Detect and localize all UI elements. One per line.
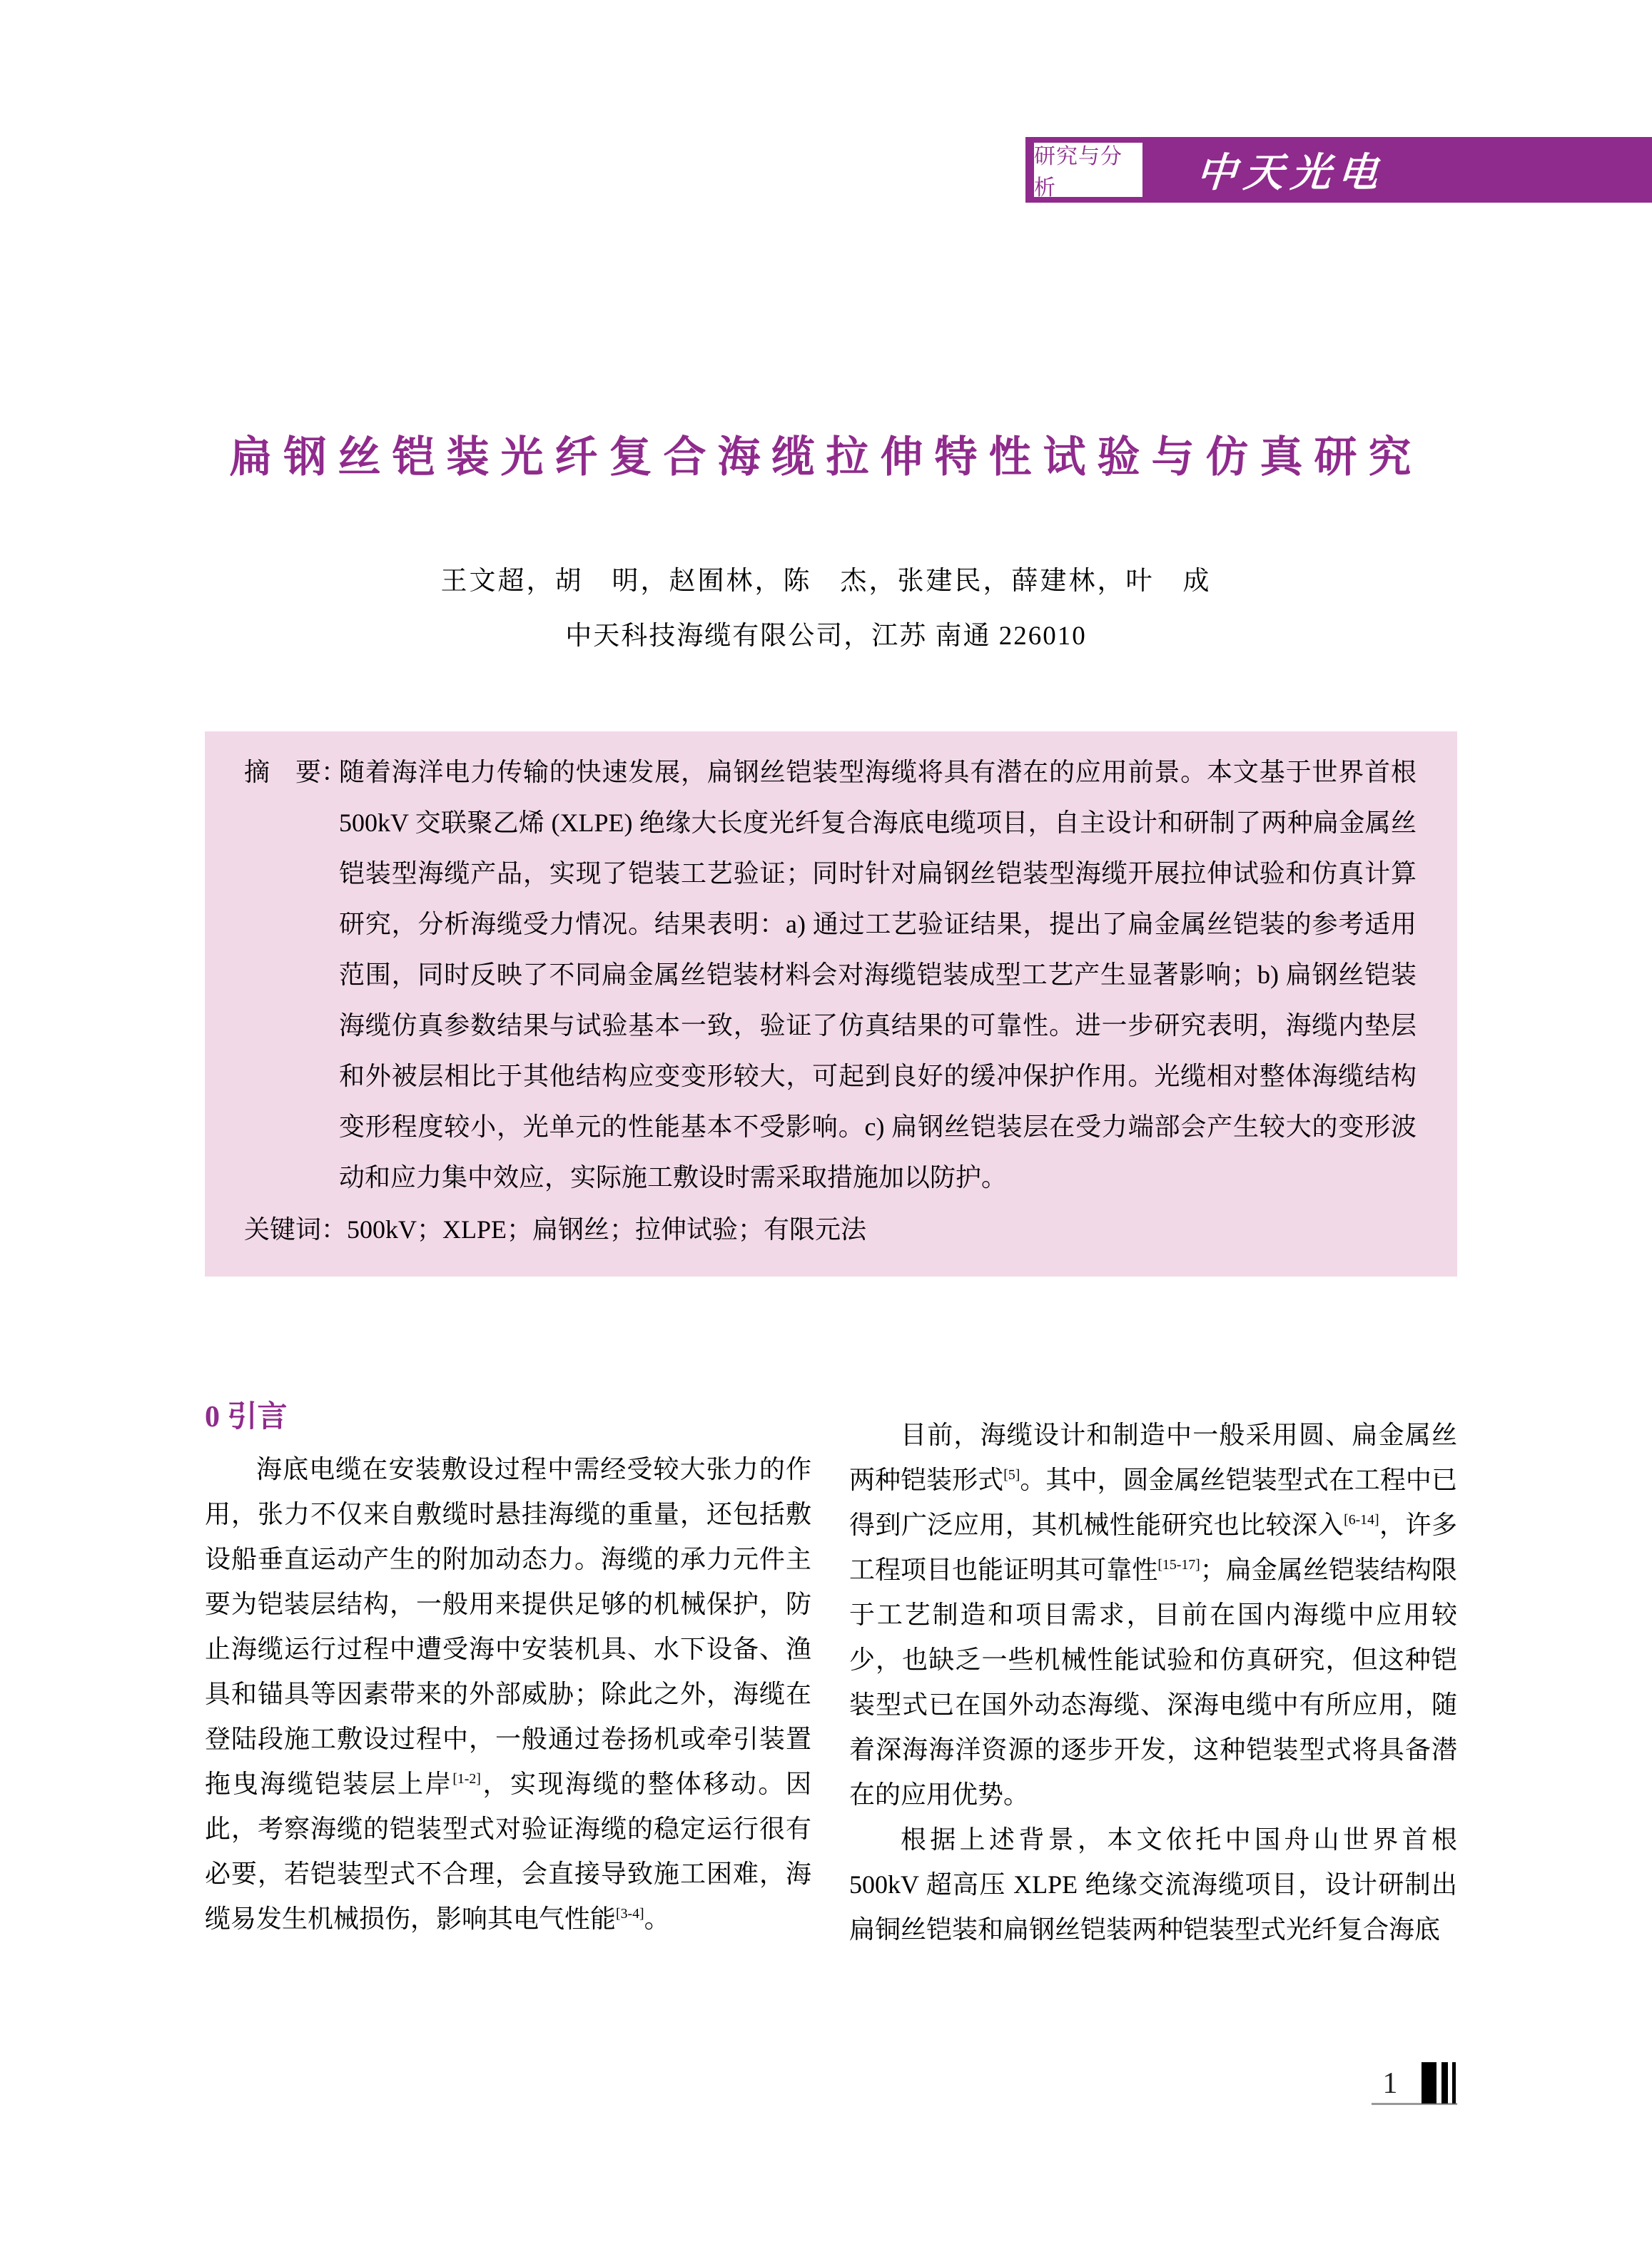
abstract-text: 随着海洋电力传输的快速发展，扁钢丝铠装型海缆将具有潜在的应用前景。本文基于世界首根 500kV 交联聚乙烯 (XLPE) 绝缘大长度光纤复合海底电缆项目，自主设计和研制了两种扁金属丝铠装型海缆产品，实现了铠装工艺验证；同时针对扁钢丝铠装型海缆开展拉伸试验和仿真计算研究，分析海缆受力情况。结果表明：a) 通过工艺验证结果，提出了扁金属丝铠装的参考适用范围，同时反映了不同扁金属丝铠装材料会对海缆铠装成型工艺产生显著影响；b) 扁钢丝铠装海缆仿真参数结果与试验基本一致，验证了仿真结果的可靠性。进一步研究表明，海缆内垫层和外被层相比于其他结构应变变形较大，可起到良好的缓冲保护作用。光缆相对整体海缆结构变形程度较小，光单元的性能基本不受影响。c) 扁钢丝铠装层在受力端部会产生较大的变形波动和应力集中效应，实际施工敷设时需采取措施加以防护。	[339, 758, 1417, 1192]
citation-ref: [15-17]	[1157, 1557, 1200, 1573]
text-run: 。其中，圆金属丝铠装型式在工程中已得到广泛应用，其机械性能研究也比较深入	[849, 1466, 1457, 1539]
journal-header-bar	[1025, 137, 1652, 203]
intro-left-paragraph	[205, 1447, 811, 1942]
abstract-body	[244, 747, 1417, 1203]
citation-ref: [6-14]	[1344, 1512, 1379, 1528]
text-run: 海底电缆在安装敷设过程中需经受较大张力的作用，张力不仅来自敷缆时悬挂海缆的重量，还包括敷设船垂直运动产生的附加动态力。海缆的承力元件主要为铠装层结构，一般用来提供足够的机械保护，防止海缆运行过程中遭受海中安装机具、水下设备、渔具和锚具等因素带来的外部威胁；除此之外，海缆在登陆段施工敷设过程中，一般通过卷扬机或牵引装置拖曳海缆铠装层上岸	[205, 1455, 811, 1798]
journal-logo-text: 中天光电	[1195, 149, 1387, 196]
intro-heading: 0 引言	[205, 1401, 288, 1434]
article-title: 扁钢丝铠装光纤复合海缆拉伸特性试验与仿真研究	[229, 434, 1423, 481]
intro-left-column	[205, 1393, 811, 1942]
citation-ref: [5]	[1003, 1467, 1020, 1483]
text-run: ，许多工程项目也能证明其可靠性	[849, 1511, 1457, 1584]
abstract-box	[205, 731, 1457, 1277]
keywords-label: 关键词：	[244, 1215, 348, 1244]
citation-ref: [1-2]	[452, 1771, 481, 1787]
section-label: 研究与分析	[1034, 145, 1123, 200]
authors-line: 王文超，胡 明，赵囿林，陈 杰，张建民，薛建林，叶 成	[440, 567, 1212, 596]
intro-right-paragraph-1	[849, 1413, 1457, 1817]
keywords-row	[244, 1204, 1417, 1255]
keywords-text: 500kV；XLPE；扁钢丝；拉伸试验；有限元法	[347, 1215, 867, 1244]
abstract-label: 摘 要：	[244, 758, 348, 786]
section-label-box	[1031, 140, 1145, 200]
text-run: ；扁金属丝铠装结构限于工艺制造和项目需求，目前在国内海缆中应用较少，也缺乏一些机械性能试验和仿真研究，但这种铠装型式已在国外动态海缆、深海电缆中有所应用，随着深海海洋资源的逐步开发，这种铠装型式将具备潜在的应用优势。	[849, 1556, 1457, 1809]
barcode-bar	[1441, 2062, 1448, 2104]
page-number: 1	[1382, 2067, 1398, 2100]
text-run: 根据上述背景，本文依托中国舟山世界首根 500kV 超高压 XLPE 绝缘交流海缆项目，设计研制出扁铜丝铠装和扁钢丝铠装两种铠装型式光纤复合海底	[849, 1825, 1457, 1944]
intro-right-paragraph-2	[849, 1817, 1457, 1952]
intro-right-column	[849, 1413, 1457, 1952]
barcode-bar	[1452, 2062, 1456, 2104]
journal-logo	[1195, 137, 1387, 203]
barcode-bar	[1422, 2062, 1436, 2104]
text-run: ，实现海缆的整体移动。因此，考察海缆的铠装型式对验证海缆的稳定运行很有必要，若铠装型式不合理，会直接导致施工困难，海缆易发生机械损伤，影响其电气性能	[205, 1770, 811, 1933]
text-run: 目前，海缆设计和制造中一般采用圆、扁金属丝两种铠装形式	[849, 1421, 1457, 1494]
footer-barcode	[1422, 2062, 1459, 2104]
citation-ref: [3-4]	[616, 1906, 644, 1922]
text-run: 。	[644, 1904, 670, 1933]
affiliation-line: 中天科技海缆有限公司，江苏 南通 226010	[565, 622, 1087, 651]
